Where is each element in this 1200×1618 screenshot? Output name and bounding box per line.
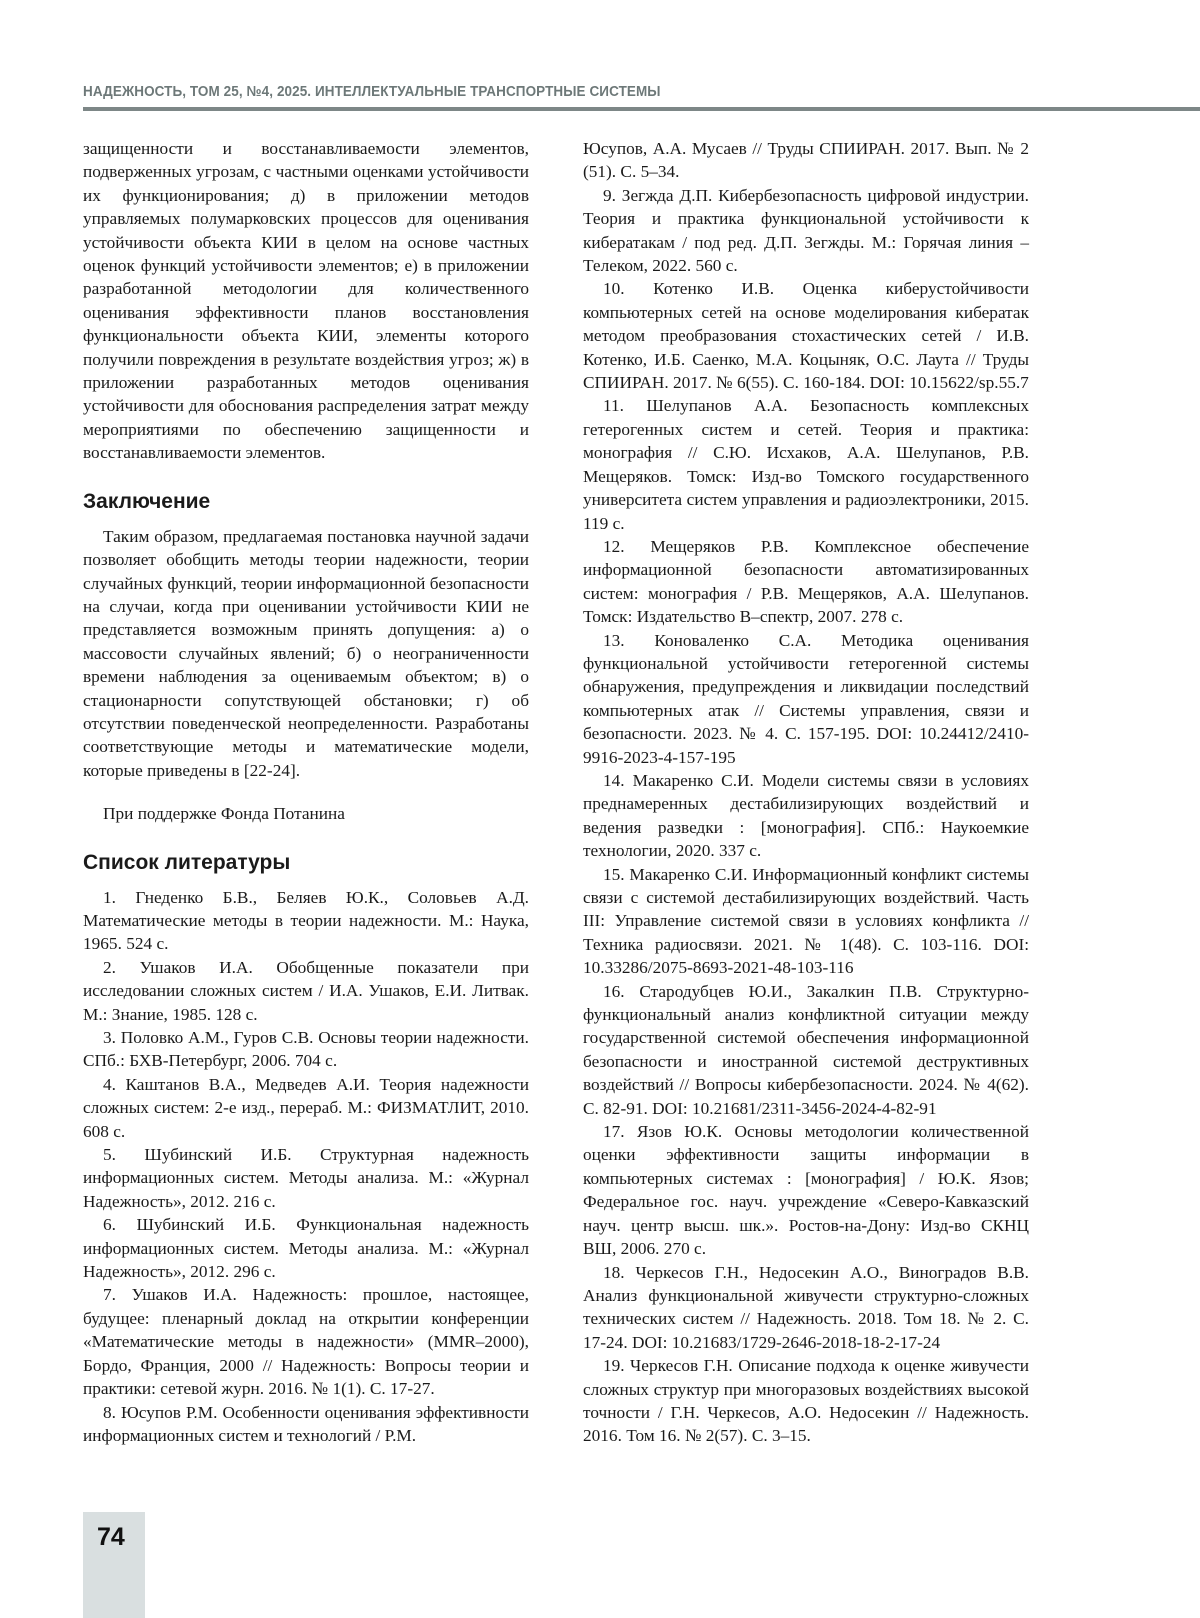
left-column: [83, 137, 529, 1447]
funding-note: При поддержке Фонда Потанина: [83, 802, 529, 825]
reference-item: 17. Язов Ю.К. Основы методологии количественной оценки эффективности защиты информации в компьютерных системах : [монография] / Ю.К. Язов; Федеральное гос. науч. учреждение «Северо-Кавказский науч. центр высш. шк.». Ростов-на-Дону: Изд-во СКНЦ ВШ, 2006. 270 с.: [583, 1120, 1029, 1260]
reference-item: 11. Шелупанов А.А. Безопасность комплексных гетерогенных систем и сетей. Теория и практика: монография // С.Ю. Исхаков, А.А. Шелупанов, Р.В. Мещеряков. Томск: Изд-во Томского государственного университета систем управления и радиоэлектроники, 2015. 119 с.: [583, 394, 1029, 534]
reference-item: 9. Зегжда Д.П. Кибербезопасность цифровой индустрии. Теория и практика функциональной устойчивости к кибератакам / под ред. Д.П. Зегжды. М.: Горячая линия – Телеком, 2022. 560 с.: [583, 184, 1029, 278]
reference-item: 15. Макаренко С.И. Информационный конфликт системы связи с системой дестабилизирующих воздействий. Часть III: Управление системой связи в условиях конфликта // Техника радиосвязи. 2021. № 1(48). С. 103-116. DOI: 10.33286/2075-8693-2021-48-103-116: [583, 863, 1029, 980]
reference-item: 13. Коноваленко С.А. Методика оценивания функциональной устойчивости гетерогенной системы обнаружения, предупреждения и ликвидации последствий компьютерных атак // Системы управления, связи и безопасности. 2023. № 4. С. 157-195. DOI: 10.24412/2410-9916-2023-4-157-195: [583, 629, 1029, 769]
reference-item: 12. Мещеряков Р.В. Комплексное обеспечение информационной безопасности автоматизированных систем: монография / Р.В. Мещеряков, А.А. Шелупанов. Томск: Издательство В–спектр, 2007. 278 с.: [583, 535, 1029, 629]
reference-item: 19. Черкесов Г.Н. Описание подхода к оценке живучести сложных структур при многоразовых воздействиях высокой точности / Г.Н. Черкесов, А.О. Недосекин // Надежность. 2016. Том 16. № 2(57). С. 3–15.: [583, 1354, 1029, 1448]
conclusion-paragraph: Таким образом, предлагаемая постановка научной задачи позволяет обобщить методы теории надежности, теории случайных функций, теории информационной безопасности на случаи, когда при оценивании устойчивости КИИ не представляется возможным принять допущения: а) о массовости случайных явлений; б) о неограниченности времени наблюдения за оцениваемым объектом; в) о стационарности сопутствующей обстановки; г) об отсутствии поведенческой неопределенности. Разработаны соответствующие методы и математические модели, которые приведены в [22-24].: [83, 525, 529, 782]
body-paragraph-continuation: защищенности и восстанавливаемости элементов, подверженных угрозам, с частными оценками устойчивости их функционирования; д) в приложении методов управляемых полумарковских процессов для оценивания устойчивости объекта КИИ в целом на основе частных оценок функций устойчивости элементов; е) в приложении разработанной методологии для количественного оценивания эффективности планов восстановления функциональности объекта КИИ, элементы которого получили повреждения в результате воздействия угроз; ж) в приложении разработанных методов оценивания устойчивости для обоснования распределения затрат между мероприятиями по обеспечению защищенности и восстанавливаемости элементов.: [83, 137, 529, 465]
running-header: НАДЕЖНОСТЬ, ТОМ 25, №4, 2025. ИНТЕЛЛЕКТУАЛЬНЫЕ ТРАНСПОРТНЫЕ СИСТЕМЫ: [83, 84, 661, 100]
reference-item: 7. Ушаков И.А. Надежность: прошлое, настоящее, будущее: пленарный доклад на открытии конференции «Математические методы в надежности» (MMR–2000), Бордо, Франция, 2000 // Надежность: Вопросы теории и практики: сетевой журн. 2016. № 1(1). С. 17-27.: [83, 1283, 529, 1400]
reference-item: 6. Шубинский И.Б. Функциональная надежность информационных систем. Методы анализа. М.: «Журнал Надежность», 2012. 296 с.: [83, 1213, 529, 1283]
reference-item: 10. Котенко И.В. Оценка киберустойчивости компьютерных сетей на основе моделирования кибератак методом преобразования стохастических сетей / И.В. Котенко, И.Б. Саенко, М.А. Коцыняк, О.С. Лаута // Труды СПИИРАН. 2017. № 6(55). С. 160-184. DOI: 10.15622/sp.55.7: [583, 277, 1029, 394]
reference-item: 5. Шубинский И.Б. Структурная надежность информационных систем. Методы анализа. М.: «Журнал Надежность», 2012. 216 с.: [83, 1143, 529, 1213]
reference-item: 8. Юсупов Р.М. Особенности оценивания эффективности информационных систем и технологий / Р.М.: [83, 1401, 529, 1448]
reference-item-continuation: Юсупов, А.А. Мусаев // Труды СПИИРАН. 2017. Вып. № 2 (51). С. 5–34.: [583, 137, 1029, 184]
reference-item: 18. Черкесов Г.Н., Недосекин А.О., Виноградов В.В. Анализ функциональной живучести структурно-сложных технических систем // Надежность. 2018. Том 18. № 2. С. 17-24. DOI: 10.21683/1729-2646-2018-18-2-17-24: [583, 1261, 1029, 1355]
reference-item: 4. Каштанов В.А., Медведев А.И. Теория надежности сложных систем: 2-е изд., перераб. М.: ФИЗМАТЛИТ, 2010. 608 с.: [83, 1073, 529, 1143]
page-number: 74: [97, 1523, 125, 1552]
header-divider: [83, 107, 1200, 111]
reference-item: 3. Половко А.М., Гуров С.В. Основы теории надежности. СПб.: БХВ-Петербург, 2006. 704 с.: [83, 1026, 529, 1073]
reference-item: 16. Стародубцев Ю.И., Закалкин П.В. Структурно-функциональный анализ конфликтной ситуации между государственной системой обеспечения информационной безопасности и иностранной системой деструктивных воздействий // Вопросы кибербезопасности. 2024. № 4(62). С. 82-91. DOI: 10.21681/2311-3456-2024-4-82-91: [583, 980, 1029, 1120]
reference-item: 14. Макаренко С.И. Модели системы связи в условиях преднамеренных дестабилизирующих воздействий и ведения разведки : [монография]. СПб.: Наукоемкие технологии, 2020. 337 с.: [583, 769, 1029, 863]
references-heading: Список литературы: [83, 850, 529, 876]
conclusion-heading: Заключение: [83, 489, 529, 515]
reference-item: 2. Ушаков И.А. Обобщенные показатели при исследовании сложных систем / И.А. Ушаков, Е.И. Литвак. М.: Знание, 1985. 128 с.: [83, 956, 529, 1026]
reference-item: 1. Гнеденко Б.В., Беляев Ю.К., Соловьев А.Д. Математические методы в теории надежности. М.: Наука, 1965. 524 с.: [83, 886, 529, 956]
right-column: [583, 137, 1029, 1448]
